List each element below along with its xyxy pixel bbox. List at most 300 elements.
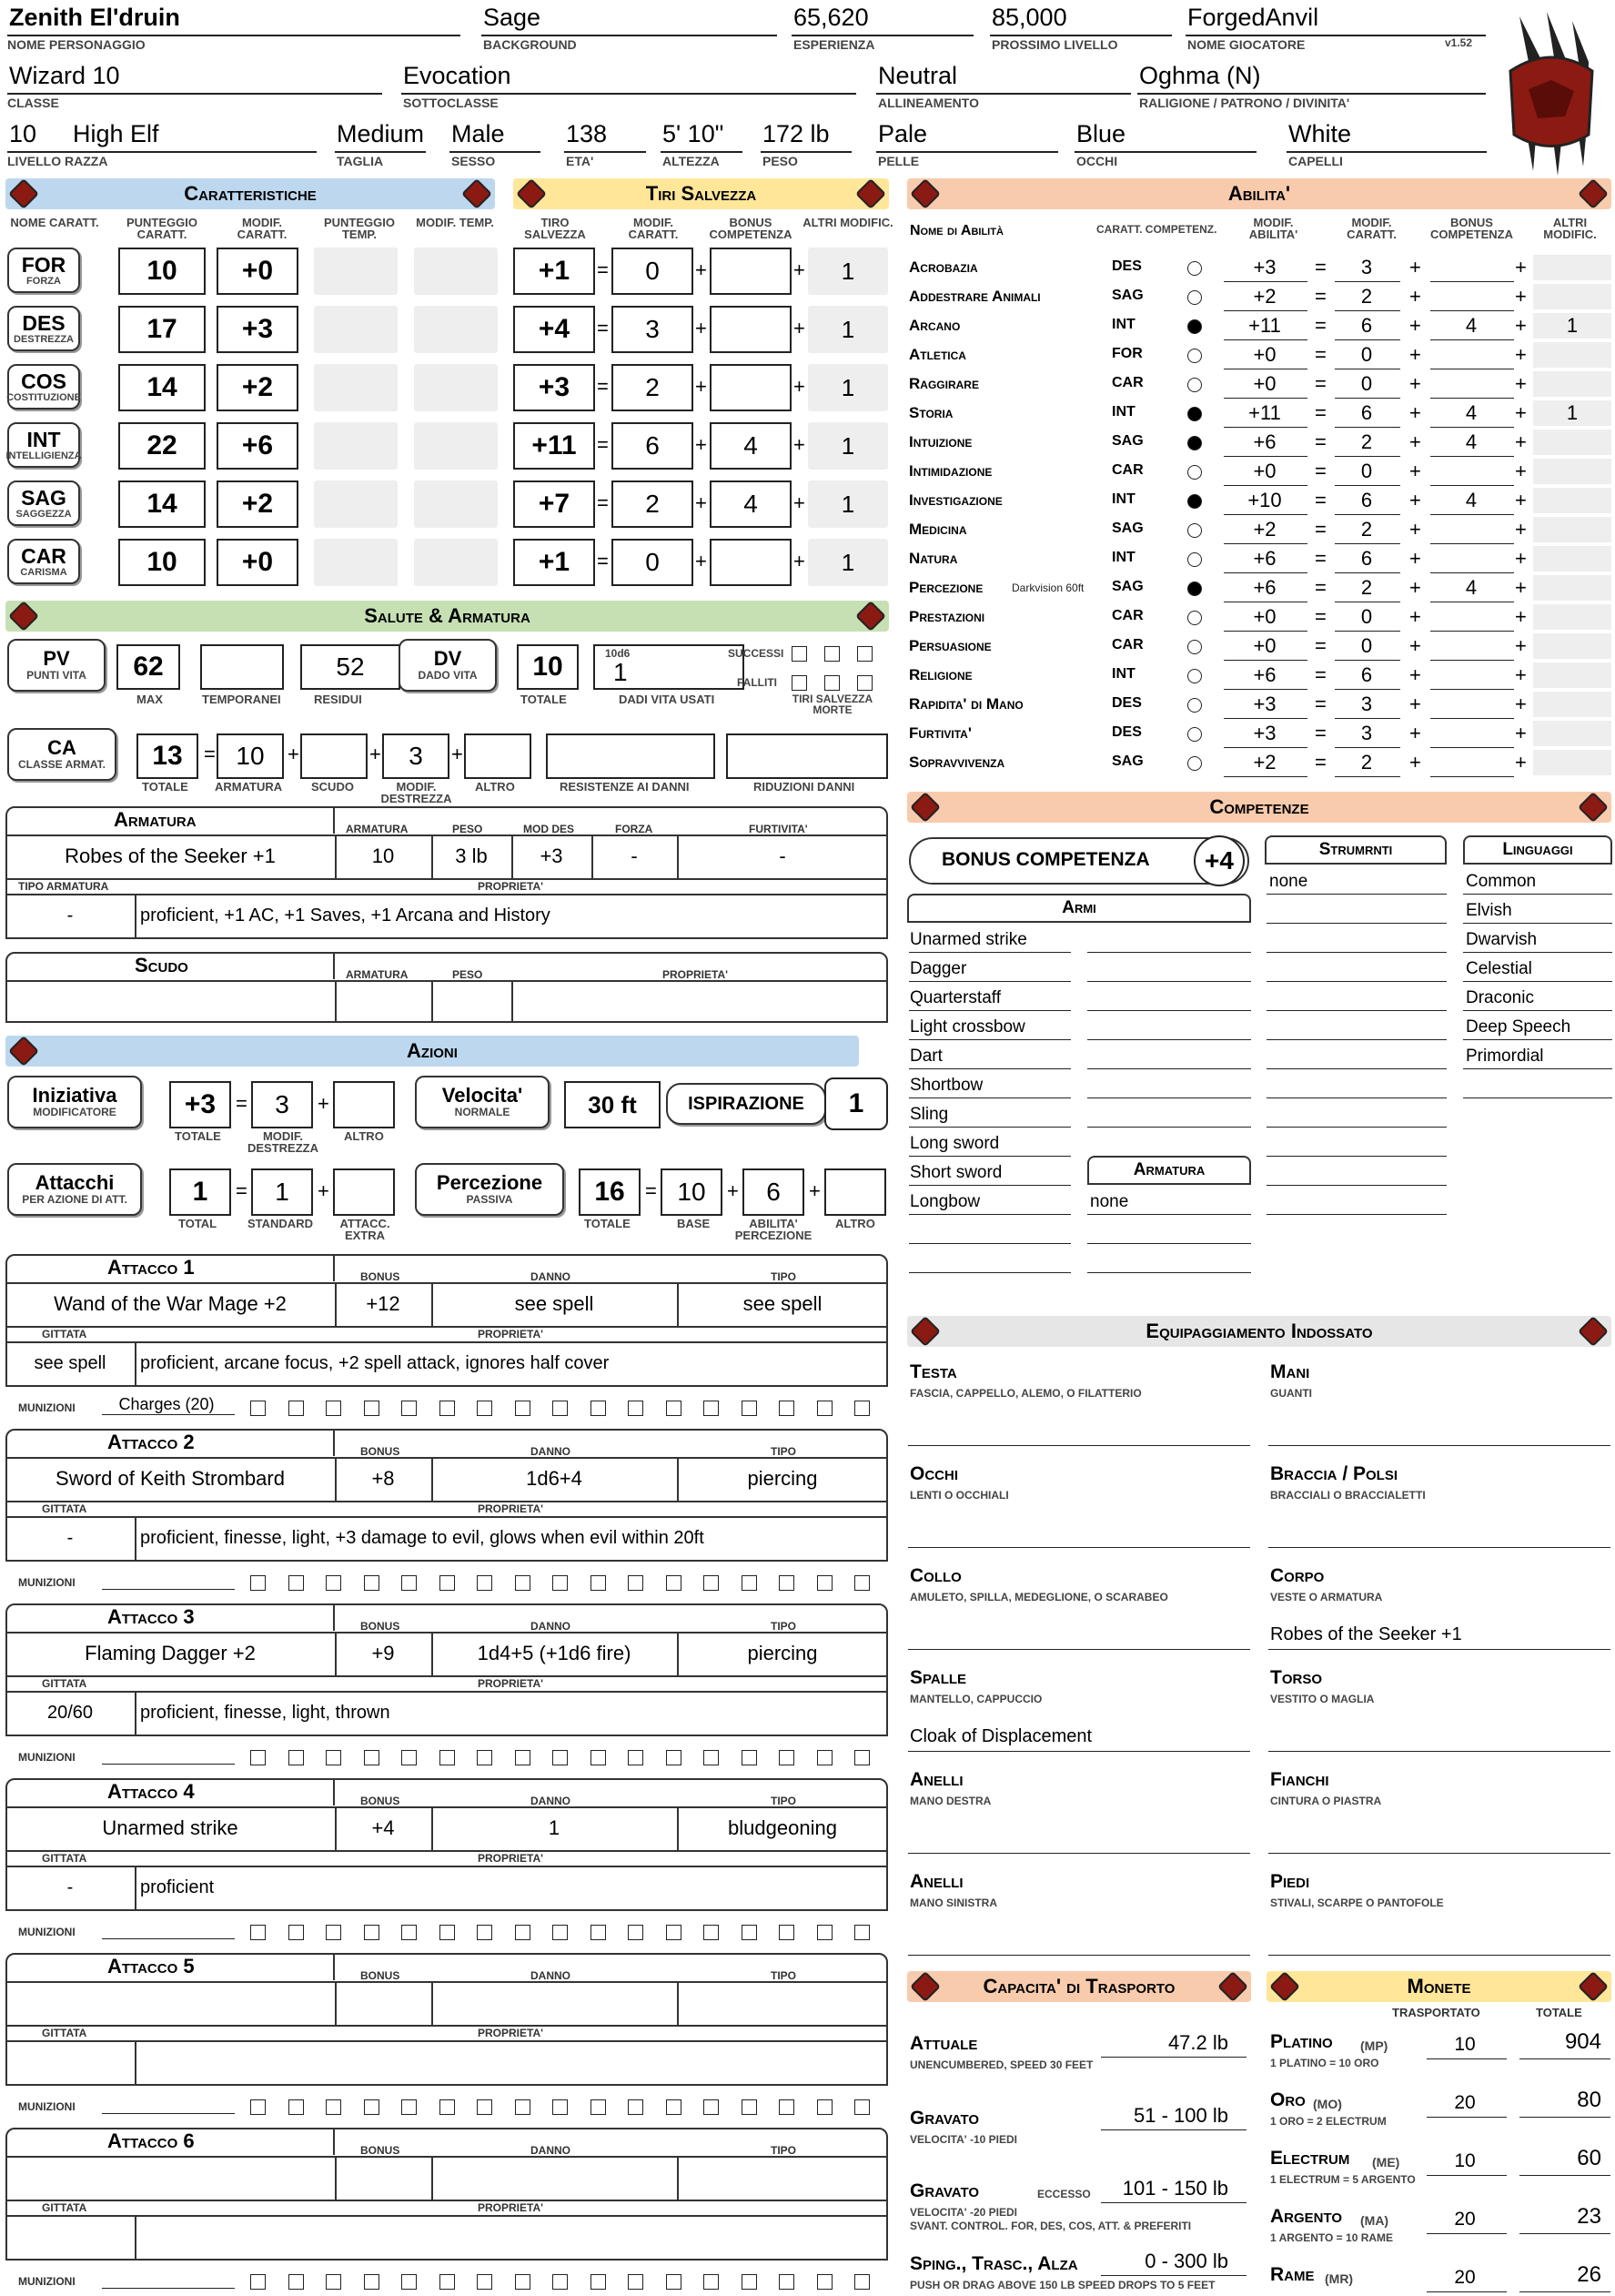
- equip-slot-shoulders-value[interactable]: Cloak of Displacement: [910, 1726, 1093, 1746]
- armor-class-other[interactable]: [464, 733, 531, 779]
- initiative-dex[interactable]: 3: [251, 1081, 313, 1128]
- skin-value[interactable]: Pale: [878, 120, 928, 147]
- skill-ability-modifier[interactable]: 0: [1360, 460, 1373, 482]
- ammo-checkbox[interactable]: [817, 2274, 833, 2290]
- attack-type[interactable]: see spell: [742, 1292, 823, 1315]
- attack-name[interactable]: Sword of Keith Strombard: [56, 1467, 285, 1490]
- skill-modifier[interactable]: +0: [1253, 343, 1277, 366]
- weapon-item[interactable]: Unarmed strike: [910, 930, 1027, 949]
- ammo-checkbox[interactable]: [439, 2099, 455, 2115]
- ammo-checkbox[interactable]: [854, 1575, 870, 1591]
- skill-other-modifier[interactable]: 1: [1566, 314, 1579, 337]
- ability-score[interactable]: 17: [118, 306, 206, 353]
- attack-name[interactable]: Flaming Dagger +2: [85, 1642, 256, 1664]
- ammo-checkbox[interactable]: [742, 1401, 757, 1416]
- saving-throw-modifier[interactable]: 3: [611, 306, 693, 353]
- character-name[interactable]: Zenith El'druin: [9, 4, 180, 31]
- deity-value[interactable]: Oghma (N): [1139, 62, 1261, 89]
- ammo-checkbox[interactable]: [666, 1575, 681, 1591]
- equip-slot-body-value[interactable]: Robes of the Seeker +1: [1270, 1624, 1462, 1644]
- ammo-checkbox[interactable]: [326, 1750, 341, 1765]
- skill-proficiency-toggle[interactable]: [1187, 407, 1202, 421]
- ammo-checkbox[interactable]: [854, 1925, 870, 1940]
- skill-proficiency-toggle[interactable]: [1187, 436, 1202, 450]
- skill-modifier[interactable]: +2: [1253, 285, 1277, 308]
- weight-value[interactable]: 172 lb: [762, 120, 830, 147]
- skill-ability-modifier[interactable]: 2: [1360, 430, 1373, 453]
- height-value[interactable]: 5' 10": [662, 120, 724, 147]
- ammo-checkbox[interactable]: [703, 2099, 719, 2115]
- skill-ability-modifier[interactable]: 6: [1360, 663, 1373, 686]
- skill-proficiency-bonus[interactable]: 4: [1465, 576, 1478, 599]
- ammo-checkbox[interactable]: [250, 1925, 266, 1940]
- saving-throw-proficiency[interactable]: [710, 248, 792, 295]
- ammo-checkbox[interactable]: [326, 2274, 341, 2290]
- weapon-item[interactable]: Short sword: [910, 1163, 1003, 1182]
- ability-score[interactable]: 14: [118, 480, 206, 528]
- skill-ability-modifier[interactable]: 2: [1360, 285, 1373, 308]
- initiative-other[interactable]: [333, 1081, 395, 1128]
- ammo-checkbox[interactable]: [250, 1750, 266, 1765]
- skill-proficiency-bonus[interactable]: 4: [1465, 314, 1478, 337]
- skill-ability-modifier[interactable]: 6: [1360, 401, 1373, 424]
- coin-carried[interactable]: 20: [1454, 2267, 1476, 2288]
- language-item[interactable]: Elvish: [1466, 901, 1512, 920]
- ability-score[interactable]: 10: [118, 539, 206, 586]
- death-success-checkbox[interactable]: [824, 646, 840, 662]
- ammo-checkbox[interactable]: [477, 1401, 492, 1416]
- ammo-checkbox[interactable]: [779, 1401, 794, 1416]
- proficiency-bonus-value[interactable]: +4: [1194, 835, 1245, 886]
- ammo-checkbox[interactable]: [515, 1925, 530, 1940]
- ammo-checkbox[interactable]: [817, 1401, 833, 1416]
- experience-value[interactable]: 65,620: [793, 4, 869, 31]
- background-value[interactable]: Sage: [483, 4, 541, 31]
- language-item[interactable]: Celestial: [1466, 959, 1532, 978]
- coin-total[interactable]: 26: [1577, 2262, 1601, 2287]
- attack-properties[interactable]: proficient: [140, 1877, 215, 1897]
- skill-modifier[interactable]: +11: [1248, 314, 1281, 337]
- skill-modifier[interactable]: +0: [1253, 460, 1277, 482]
- ammo-checkbox[interactable]: [666, 1750, 681, 1765]
- ammo-checkbox[interactable]: [779, 1575, 794, 1591]
- skill-modifier[interactable]: +10: [1247, 489, 1282, 511]
- skill-other-modifier[interactable]: 1: [1566, 401, 1579, 424]
- ammo-checkbox[interactable]: [590, 1575, 606, 1591]
- skill-ability-modifier[interactable]: 2: [1360, 751, 1373, 774]
- saving-throw-total[interactable]: +1: [513, 248, 595, 295]
- ammo-checkbox[interactable]: [703, 1925, 719, 1940]
- skill-ability-modifier[interactable]: 3: [1360, 693, 1373, 715]
- language-item[interactable]: Draconic: [1466, 988, 1534, 1007]
- ability-modifier[interactable]: +2: [217, 364, 298, 411]
- ammo-checkbox[interactable]: [628, 2099, 643, 2115]
- ammo-checkbox[interactable]: [628, 1401, 643, 1416]
- ability-score[interactable]: 14: [118, 364, 206, 411]
- passive-perception-base[interactable]: 10: [661, 1168, 722, 1216]
- saving-throw-modifier[interactable]: 6: [611, 422, 693, 470]
- skill-ability-modifier[interactable]: 0: [1360, 372, 1373, 395]
- skill-ability-modifier[interactable]: 0: [1360, 343, 1373, 366]
- skill-modifier[interactable]: +0: [1253, 372, 1277, 395]
- inspiration-value[interactable]: 1: [824, 1077, 888, 1130]
- ammo-checkbox[interactable]: [552, 1575, 568, 1591]
- coin-carried[interactable]: 20: [1454, 2092, 1476, 2113]
- ability-temp-score[interactable]: [314, 422, 398, 470]
- ammo-checkbox[interactable]: [666, 1925, 681, 1940]
- carry-encumbered-value[interactable]: 51 - 100 lb: [1134, 2104, 1228, 2127]
- ammo-checkbox[interactable]: [742, 1750, 757, 1765]
- skill-proficiency-toggle[interactable]: [1187, 669, 1202, 683]
- eyes-value[interactable]: Blue: [1076, 120, 1126, 147]
- skill-proficiency-toggle[interactable]: [1187, 727, 1202, 742]
- skill-ability-modifier[interactable]: 0: [1360, 634, 1373, 657]
- ability-temp-modifier[interactable]: [414, 248, 498, 295]
- attack-bonus[interactable]: +4: [371, 1816, 395, 1839]
- ammo-checkbox[interactable]: [364, 2274, 379, 2290]
- skill-proficiency-toggle[interactable]: [1187, 640, 1202, 654]
- ammo-checkbox[interactable]: [590, 1750, 606, 1765]
- ammo-checkbox[interactable]: [703, 1575, 719, 1591]
- saving-throw-other[interactable]: 1: [808, 364, 888, 411]
- ammo-checkbox[interactable]: [364, 1750, 379, 1765]
- armor-type[interactable]: -: [66, 905, 74, 925]
- ability-temp-modifier[interactable]: [414, 306, 498, 353]
- attack-name[interactable]: Unarmed strike: [102, 1816, 238, 1839]
- ammo-checkbox[interactable]: [515, 1750, 530, 1765]
- saving-throw-other[interactable]: 1: [808, 248, 888, 295]
- ammo-checkbox[interactable]: [326, 1401, 341, 1416]
- ammo-checkbox[interactable]: [515, 2274, 530, 2290]
- armor-name[interactable]: Robes of the Seeker +1: [65, 845, 276, 867]
- ammo-value[interactable]: Charges (20): [118, 1395, 215, 1413]
- attack-bonus[interactable]: +9: [371, 1642, 395, 1664]
- weapon-item[interactable]: Sling: [910, 1105, 949, 1124]
- level-value[interactable]: 10: [9, 120, 37, 147]
- ammo-checkbox[interactable]: [364, 1401, 379, 1416]
- ammo-checkbox[interactable]: [590, 1401, 606, 1416]
- attack-bonus[interactable]: +12: [366, 1292, 400, 1315]
- ammo-checkbox[interactable]: [326, 2099, 341, 2115]
- ammo-checkbox[interactable]: [515, 1575, 530, 1591]
- ammo-checkbox[interactable]: [477, 2099, 492, 2115]
- skill-ability-modifier[interactable]: 2: [1360, 518, 1373, 541]
- skill-proficiency-bonus[interactable]: 4: [1465, 430, 1478, 453]
- saving-throw-proficiency[interactable]: [710, 539, 792, 586]
- skill-proficiency-toggle[interactable]: [1187, 290, 1202, 305]
- skill-proficiency-toggle[interactable]: [1187, 582, 1202, 596]
- alignment-value[interactable]: Neutral: [878, 62, 958, 89]
- passive-perception-skill[interactable]: 6: [742, 1168, 804, 1216]
- armor-prof-item[interactable]: none: [1090, 1192, 1129, 1211]
- passive-perception-total[interactable]: 16: [579, 1168, 641, 1216]
- skill-proficiency-toggle[interactable]: [1187, 552, 1202, 567]
- ammo-checkbox[interactable]: [401, 2274, 417, 2290]
- ammo-checkbox[interactable]: [515, 1401, 530, 1416]
- skill-ability-modifier[interactable]: 0: [1360, 605, 1373, 628]
- attack-bonus[interactable]: +8: [371, 1467, 395, 1490]
- coin-total[interactable]: 23: [1577, 2204, 1601, 2229]
- weapon-item[interactable]: Light crossbow: [910, 1017, 1025, 1037]
- ammo-checkbox[interactable]: [439, 1925, 455, 1940]
- passive-perception-other[interactable]: [824, 1168, 886, 1216]
- attack-range[interactable]: -: [66, 1528, 74, 1548]
- size-value[interactable]: Medium: [337, 120, 425, 147]
- attacks-standard[interactable]: 1: [251, 1168, 313, 1216]
- saving-throw-total[interactable]: +11: [513, 422, 595, 470]
- ammo-checkbox[interactable]: [326, 1575, 341, 1591]
- death-success-checkbox[interactable]: [857, 646, 873, 662]
- saving-throw-total[interactable]: +3: [513, 364, 595, 411]
- ammo-checkbox[interactable]: [401, 1401, 417, 1416]
- skill-modifier[interactable]: +0: [1253, 605, 1277, 628]
- attack-range[interactable]: -: [66, 1877, 74, 1897]
- ammo-checkbox[interactable]: [666, 2099, 681, 2115]
- attack-properties[interactable]: proficient, finesse, light, +3 damage to evil, glows when evil within 20ft: [140, 1528, 704, 1548]
- coin-carried[interactable]: 10: [1454, 2150, 1476, 2171]
- ammo-checkbox[interactable]: [288, 2274, 304, 2290]
- ammo-checkbox[interactable]: [250, 1401, 266, 1416]
- skill-proficiency-toggle[interactable]: [1187, 756, 1202, 771]
- ammo-checkbox[interactable]: [666, 2274, 681, 2290]
- armor-class-shield[interactable]: [300, 733, 368, 779]
- ability-modifier[interactable]: +0: [217, 248, 298, 295]
- ability-temp-modifier[interactable]: [414, 422, 498, 470]
- skill-modifier[interactable]: +3: [1253, 693, 1277, 715]
- skill-modifier[interactable]: +3: [1253, 722, 1277, 744]
- skill-proficiency-toggle[interactable]: [1187, 261, 1202, 276]
- weapon-item[interactable]: Dagger: [910, 959, 967, 978]
- attacks-extra[interactable]: [333, 1168, 395, 1216]
- saving-throw-total[interactable]: +1: [513, 539, 595, 586]
- ammo-checkbox[interactable]: [742, 1575, 757, 1591]
- ability-temp-score[interactable]: [314, 364, 398, 411]
- skill-proficiency-toggle[interactable]: [1187, 349, 1202, 363]
- ammo-checkbox[interactable]: [854, 2099, 870, 2115]
- hp-remaining[interactable]: 52: [300, 644, 400, 690]
- attack-range[interactable]: 20/60: [46, 1703, 94, 1723]
- skill-proficiency-bonus[interactable]: 4: [1465, 489, 1478, 511]
- ability-temp-modifier[interactable]: [414, 539, 498, 586]
- ability-modifier[interactable]: +3: [217, 306, 298, 353]
- ammo-checkbox[interactable]: [439, 1750, 455, 1765]
- language-item[interactable]: Dwarvish: [1466, 930, 1538, 949]
- attack-type[interactable]: piercing: [747, 1467, 818, 1490]
- ammo-checkbox[interactable]: [364, 1925, 379, 1940]
- speed-value[interactable]: 30 ft: [564, 1081, 661, 1128]
- ammo-checkbox[interactable]: [817, 1750, 833, 1765]
- armor-class-armor[interactable]: 10: [217, 733, 284, 779]
- ammo-checkbox[interactable]: [250, 1575, 266, 1591]
- skill-proficiency-toggle[interactable]: [1187, 698, 1202, 713]
- attack-name[interactable]: Wand of the War Mage +2: [54, 1292, 287, 1315]
- hit-dice-used[interactable]: 1: [593, 644, 744, 690]
- ammo-checkbox[interactable]: [250, 2274, 266, 2290]
- ammo-checkbox[interactable]: [401, 1925, 417, 1940]
- ammo-checkbox[interactable]: [439, 1575, 455, 1591]
- player-name[interactable]: ForgedAnvil: [1187, 4, 1319, 31]
- ammo-checkbox[interactable]: [288, 1575, 304, 1591]
- weapon-item[interactable]: Dart: [910, 1047, 943, 1066]
- coin-total[interactable]: 80: [1577, 2088, 1601, 2112]
- ammo-checkbox[interactable]: [742, 2274, 757, 2290]
- initiative-total[interactable]: +3: [169, 1081, 231, 1128]
- skill-modifier[interactable]: +6: [1253, 430, 1277, 453]
- skill-proficiency-toggle[interactable]: [1187, 523, 1202, 538]
- damage-resistances[interactable]: [546, 733, 715, 779]
- saving-throw-modifier[interactable]: 2: [611, 364, 693, 411]
- death-fail-checkbox[interactable]: [792, 675, 807, 691]
- ammo-checkbox[interactable]: [552, 1750, 568, 1765]
- skill-modifier[interactable]: +6: [1253, 576, 1277, 599]
- saving-throw-total[interactable]: +4: [513, 306, 595, 353]
- saving-throw-other[interactable]: 1: [808, 480, 888, 528]
- ammo-checkbox[interactable]: [401, 1750, 417, 1765]
- death-fail-checkbox[interactable]: [824, 675, 840, 691]
- ammo-checkbox[interactable]: [779, 2274, 794, 2290]
- ammo-checkbox[interactable]: [288, 1401, 304, 1416]
- armor-str[interactable]: -: [631, 845, 638, 867]
- class-value[interactable]: Wizard 10: [9, 62, 120, 89]
- ammo-checkbox[interactable]: [477, 1925, 492, 1940]
- armor-weight[interactable]: 3 lb: [455, 845, 488, 867]
- ability-temp-score[interactable]: [314, 248, 398, 295]
- race-value[interactable]: High Elf: [73, 120, 159, 147]
- ammo-checkbox[interactable]: [288, 1750, 304, 1765]
- ammo-checkbox[interactable]: [288, 1925, 304, 1940]
- skill-proficiency-toggle[interactable]: [1187, 319, 1202, 334]
- skill-ability-modifier[interactable]: 2: [1360, 576, 1373, 599]
- ammo-checkbox[interactable]: [779, 2099, 794, 2115]
- ammo-checkbox[interactable]: [666, 1401, 681, 1416]
- armor-stealth[interactable]: -: [779, 845, 786, 867]
- saving-throw-modifier[interactable]: 2: [611, 480, 693, 528]
- coin-total[interactable]: 904: [1564, 2029, 1601, 2054]
- ammo-checkbox[interactable]: [703, 1401, 719, 1416]
- ammo-checkbox[interactable]: [703, 2274, 719, 2290]
- ammo-checkbox[interactable]: [364, 2099, 379, 2115]
- coin-total[interactable]: 60: [1577, 2146, 1601, 2170]
- ammo-checkbox[interactable]: [439, 2274, 455, 2290]
- ammo-checkbox[interactable]: [854, 2274, 870, 2290]
- death-fail-checkbox[interactable]: [857, 675, 873, 691]
- hp-temp[interactable]: [200, 644, 284, 690]
- attack-type[interactable]: piercing: [747, 1642, 818, 1664]
- ammo-checkbox[interactable]: [742, 1925, 757, 1940]
- skill-ability-modifier[interactable]: 6: [1360, 547, 1373, 570]
- skill-ability-modifier[interactable]: 6: [1360, 489, 1373, 511]
- saving-throw-proficiency[interactable]: [710, 364, 792, 411]
- hp-max[interactable]: 62: [116, 644, 180, 690]
- ammo-checkbox[interactable]: [590, 2274, 606, 2290]
- damage-reductions[interactable]: [726, 733, 888, 779]
- next-level-value[interactable]: 85,000: [992, 4, 1067, 31]
- ammo-checkbox[interactable]: [703, 1750, 719, 1765]
- armor-class-dex[interactable]: 3: [382, 733, 449, 779]
- attack-damage[interactable]: 1d4+5 (+1d6 fire): [477, 1642, 631, 1664]
- ammo-checkbox[interactable]: [288, 2099, 304, 2115]
- weapon-item[interactable]: Shortbow: [910, 1076, 984, 1095]
- skill-proficiency-bonus[interactable]: 4: [1465, 401, 1478, 424]
- saving-throw-total[interactable]: +7: [513, 480, 595, 528]
- skill-modifier[interactable]: +6: [1253, 547, 1277, 570]
- ammo-checkbox[interactable]: [817, 1925, 833, 1940]
- skill-modifier[interactable]: +2: [1253, 751, 1277, 774]
- ammo-checkbox[interactable]: [628, 1750, 643, 1765]
- saving-throw-other[interactable]: 1: [808, 539, 888, 586]
- ammo-checkbox[interactable]: [628, 1925, 643, 1940]
- skill-modifier[interactable]: +6: [1253, 663, 1277, 686]
- language-item[interactable]: Primordial: [1466, 1047, 1544, 1066]
- saving-throw-other[interactable]: 1: [808, 306, 888, 353]
- ammo-checkbox[interactable]: [364, 1575, 379, 1591]
- coin-carried[interactable]: 20: [1454, 2209, 1476, 2230]
- attack-damage[interactable]: 1: [548, 1816, 560, 1839]
- armor-properties[interactable]: proficient, +1 AC, +1 Saves, +1 Arcana and History: [140, 905, 550, 925]
- ammo-checkbox[interactable]: [817, 1575, 833, 1591]
- ammo-checkbox[interactable]: [590, 1925, 606, 1940]
- skill-ability-modifier[interactable]: 6: [1360, 314, 1373, 337]
- ammo-checkbox[interactable]: [477, 2274, 492, 2290]
- ammo-checkbox[interactable]: [779, 1750, 794, 1765]
- carry-current-value[interactable]: 47.2 lb: [1167, 2031, 1228, 2054]
- skill-modifier[interactable]: +3: [1253, 256, 1277, 278]
- ammo-checkbox[interactable]: [628, 2274, 643, 2290]
- skill-ability-modifier[interactable]: 3: [1360, 256, 1373, 278]
- weapon-item[interactable]: Longbow: [910, 1192, 981, 1211]
- saving-throw-proficiency[interactable]: 4: [710, 422, 792, 470]
- skill-modifier[interactable]: +0: [1253, 634, 1277, 657]
- ammo-checkbox[interactable]: [401, 1575, 417, 1591]
- ammo-checkbox[interactable]: [552, 2099, 568, 2115]
- ammo-checkbox[interactable]: [742, 2099, 757, 2115]
- saving-throw-other[interactable]: 1: [808, 422, 888, 470]
- ammo-checkbox[interactable]: [854, 1401, 870, 1416]
- ammo-checkbox[interactable]: [854, 1750, 870, 1765]
- ability-temp-score[interactable]: [314, 480, 398, 528]
- armor-class-total[interactable]: 13: [136, 733, 198, 779]
- saving-throw-proficiency[interactable]: 4: [710, 480, 792, 528]
- ability-temp-modifier[interactable]: [414, 364, 498, 411]
- ability-temp-score[interactable]: [314, 539, 398, 586]
- ammo-checkbox[interactable]: [590, 2099, 606, 2115]
- skill-ability-modifier[interactable]: 3: [1360, 722, 1373, 744]
- skill-proficiency-toggle[interactable]: [1187, 494, 1202, 509]
- weapon-item[interactable]: Long sword: [910, 1134, 1000, 1153]
- ability-modifier[interactable]: +0: [217, 539, 298, 586]
- attack-range[interactable]: see spell: [34, 1353, 106, 1373]
- coin-carried[interactable]: 10: [1454, 2034, 1476, 2055]
- skill-proficiency-toggle[interactable]: [1187, 611, 1202, 625]
- hit-dice-total[interactable]: 10: [517, 644, 579, 690]
- tool-item[interactable]: none: [1269, 872, 1308, 891]
- saving-throw-modifier[interactable]: 0: [611, 539, 693, 586]
- sex-value[interactable]: Male: [451, 120, 505, 147]
- carry-push-value[interactable]: 0 - 300 lb: [1145, 2250, 1228, 2272]
- attack-properties[interactable]: proficient, arcane focus, +2 spell attack, ignores half cover: [140, 1353, 610, 1373]
- ammo-checkbox[interactable]: [477, 1750, 492, 1765]
- armor-dex[interactable]: +3: [540, 845, 563, 867]
- weapon-item[interactable]: Quarterstaff: [910, 988, 1001, 1007]
- saving-throw-modifier[interactable]: 0: [611, 248, 693, 295]
- ammo-checkbox[interactable]: [552, 1401, 568, 1416]
- ammo-checkbox[interactable]: [817, 2099, 833, 2115]
- ammo-checkbox[interactable]: [477, 1575, 492, 1591]
- ability-temp-modifier[interactable]: [414, 480, 498, 528]
- saving-throw-proficiency[interactable]: [710, 306, 792, 353]
- attack-type[interactable]: bludgeoning: [728, 1816, 837, 1839]
- ability-score[interactable]: 22: [118, 422, 206, 470]
